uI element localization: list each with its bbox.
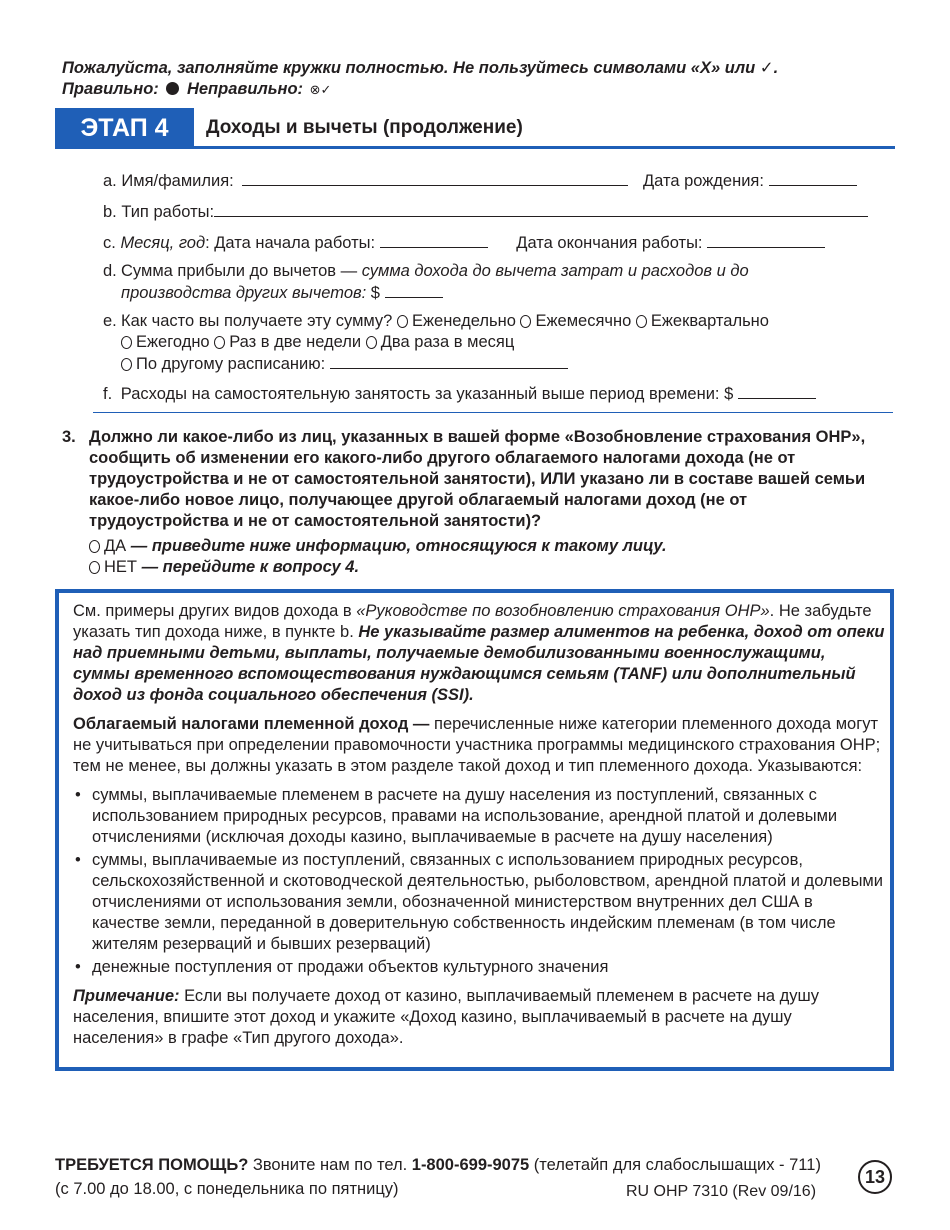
page-number: 13 bbox=[858, 1160, 892, 1194]
name-label: Имя/фамилия: bbox=[121, 172, 234, 190]
list-item: • суммы, выплачиваемые из поступлений, связанных с использованием природных ресурсов, сельскохозяйственной и скотоводческой деятельностью, рыболовством, арендной платой и долевыми отчислениями от использования земли, обозначенной министерством внутренних дел США в качестве земли, переданной в доверительную собственность индейским племенам (в том числе жителям резерваций и бывших резерваций) bbox=[73, 850, 885, 955]
frequency-label: Как часто вы получаете эту сумму? bbox=[121, 312, 393, 330]
start-date-input[interactable] bbox=[380, 232, 488, 248]
expenses-label: Расходы на самостоятельную занятость за указанный выше период времени: $ bbox=[120, 385, 734, 403]
tribal-income-heading: Облагаемый налогами племенной доход — bbox=[73, 715, 430, 733]
instruction-line: Пожалуйста, заполняйте кружки полностью. Не пользуйтесь символами «X» или ✓. bbox=[62, 59, 779, 77]
option-other-schedule[interactable]: По другому расписанию: bbox=[121, 355, 325, 373]
radio-circle-icon[interactable] bbox=[89, 540, 100, 553]
section-divider bbox=[93, 412, 893, 413]
field-e-frequency: e. Как часто вы получаете эту сумму? Еженедельно Ежемесячно Ежеквартально Ежегодно Раз в две недели Два раза в месяц По другому расписанию: bbox=[103, 312, 769, 373]
step-badge: ЭТАП 4 bbox=[55, 108, 194, 148]
field-d-gross: d. Сумма прибыли до вычетов — сумма дохода до вычета затрат и расходов и до производства других вычетов: $ bbox=[103, 262, 749, 302]
option-quarterly[interactable]: Ежеквартально bbox=[636, 312, 769, 330]
radio-circle-icon[interactable] bbox=[520, 315, 531, 328]
dob-label: Дата рождения: bbox=[642, 172, 764, 190]
radio-circle-icon[interactable] bbox=[121, 336, 132, 349]
incorrect-label: Неправильно: bbox=[186, 80, 304, 98]
field-b-job-type: b. Тип работы: bbox=[103, 201, 883, 223]
radio-circle-icon[interactable] bbox=[636, 315, 647, 328]
help-line: ТРЕБУЕТСЯ ПОМОЩЬ? Звоните нам по тел. 1-800-699-9075 (телетайп для слабослышащих - 711) bbox=[55, 1156, 821, 1174]
question-number: 3. bbox=[62, 428, 76, 446]
field-c-dates: c. Месяц, год: Дата начала работы: Дата окончания работы: bbox=[103, 232, 883, 254]
guide-title: «Руководстве по возобновлению страхования OHP» bbox=[356, 602, 770, 620]
gross-amount-input[interactable] bbox=[385, 282, 443, 298]
name-input[interactable] bbox=[242, 170, 628, 186]
answer-yes[interactable]: ДА — приведите ниже информацию, относящуюся к такому лицу. bbox=[89, 536, 882, 557]
gross-description: сумма дохода до вычета затрат и расходов и до производства других вычетов: bbox=[121, 262, 749, 302]
info-note: Примечание: Если вы получаете доход от казино, выплачиваемый племенем в расчете на душу населения, впишите этот доход и укажите «Доход казино, выплачиваемый в расчете на душу населения» в графе «Тип другого дохода». bbox=[73, 987, 820, 1047]
option-twice-monthly[interactable]: Два раза в месяц bbox=[366, 333, 515, 351]
list-item: • суммы, выплачиваемые племенем в расчете на душу населения из поступлений, связанных с использованием природных ресурсов, правами на использование, арендной платой и долевыми отчислениями (исключая доходы казино, выплачиваемые в расчете на душу населения) bbox=[73, 785, 885, 848]
radio-circle-icon[interactable] bbox=[366, 336, 377, 349]
option-yearly[interactable]: Ежегодно bbox=[121, 333, 210, 351]
option-monthly[interactable]: Ежемесячно bbox=[520, 312, 631, 330]
list-item: • денежные поступления от продажи объектов культурного значения bbox=[73, 957, 885, 978]
answer-no[interactable]: НЕТ — перейдите к вопросу 4. bbox=[89, 557, 882, 578]
expenses-input[interactable] bbox=[738, 383, 816, 399]
step-title: Доходы и вычеты (продолжение) bbox=[206, 117, 523, 138]
radio-circle-icon[interactable] bbox=[89, 561, 100, 574]
radio-circle-icon[interactable] bbox=[121, 358, 132, 371]
info-paragraph-2: Облагаемый налогами племенной доход — перечисленные ниже категории племенного дохода могут не учитываться при определении правомочности участника программы медицинского страхования OHP; тем не менее, вы должны указать в этом разделе такой доход и тип племенного дохода. Указываются: bbox=[73, 715, 881, 775]
correct-label: Правильно: bbox=[62, 80, 159, 98]
month-year-label: Месяц, год bbox=[120, 234, 206, 252]
incorrect-marks-icon: ⊗✓ bbox=[309, 82, 332, 97]
note-label: Примечание: bbox=[73, 987, 180, 1005]
info-paragraph-1: См. примеры других видов дохода в «Руководстве по возобновлению страхования OHP». Не забудьте указать тип дохода ниже, в пункте b. Не указывайте размер алиментов на ребенка, доход от опеки над приемными детьми, выплаты, получаемые демобилизованными военнослужащими, суммы временного вспомоществования нуждающимся семьям (TANF) или дополнительный доход из фонда социального обеспечения (SSI). bbox=[73, 602, 885, 704]
field-f-expenses: f. Расходы на самостоятельную занятость за указанный выше период времени: $ bbox=[103, 383, 883, 405]
filled-circle-icon bbox=[166, 82, 179, 95]
step-divider bbox=[55, 146, 895, 149]
gross-label: Сумма прибыли до вычетов — bbox=[121, 262, 362, 280]
job-type-input[interactable] bbox=[214, 201, 868, 217]
other-schedule-input[interactable] bbox=[330, 353, 568, 369]
phone-number[interactable]: 1-800-699-9075 bbox=[411, 1156, 530, 1174]
option-weekly[interactable]: Еженедельно bbox=[397, 312, 516, 330]
start-date-label: : Дата начала работы: bbox=[205, 234, 376, 252]
end-date-input[interactable] bbox=[707, 232, 825, 248]
field-a-name: a. Имя/фамилия: Дата рождения: bbox=[103, 170, 883, 192]
end-date-label: Дата окончания работы: bbox=[516, 234, 703, 252]
radio-circle-icon[interactable] bbox=[397, 315, 408, 328]
office-hours: (с 7.00 до 18.00, с понедельника по пятницу) bbox=[55, 1180, 399, 1198]
job-type-label: Тип работы: bbox=[121, 203, 215, 221]
help-heading: ТРЕБУЕТСЯ ПОМОЩЬ? bbox=[55, 1156, 249, 1174]
option-biweekly[interactable]: Раз в две недели bbox=[214, 333, 361, 351]
fill-instructions bbox=[62, 58, 778, 100]
radio-circle-icon[interactable] bbox=[214, 336, 225, 349]
dob-input[interactable] bbox=[769, 170, 857, 186]
form-number: RU OHP 7310 (Rev 09/16) bbox=[626, 1183, 817, 1200]
exclusions-text: Не указывайте размер алиментов на ребенка, доход от опеки над приемными детьми, выплаты, получаемые демобилизованными военнослужащими, суммы временного вспомоществования нуждающимся семьям (TANF) или дополнительный доход из фонда социального обеспечения (SSI). bbox=[73, 623, 885, 704]
question-3 bbox=[62, 427, 882, 578]
info-box bbox=[55, 589, 894, 1071]
question-text: Должно ли какое-либо из лиц, указанных в вашей форме «Возобновление страхования OHP», сообщить об изменении его какого-либо другого облагаемого налогами дохода (не от трудоустройства и не от самостоятельной занятости), ИЛИ указано ли в составе вашей семьи какое-либо новое лицо, получающее другой облагаемый налогами доход (не от трудоустройства и не от самостоятельной занятости)? bbox=[89, 428, 866, 530]
